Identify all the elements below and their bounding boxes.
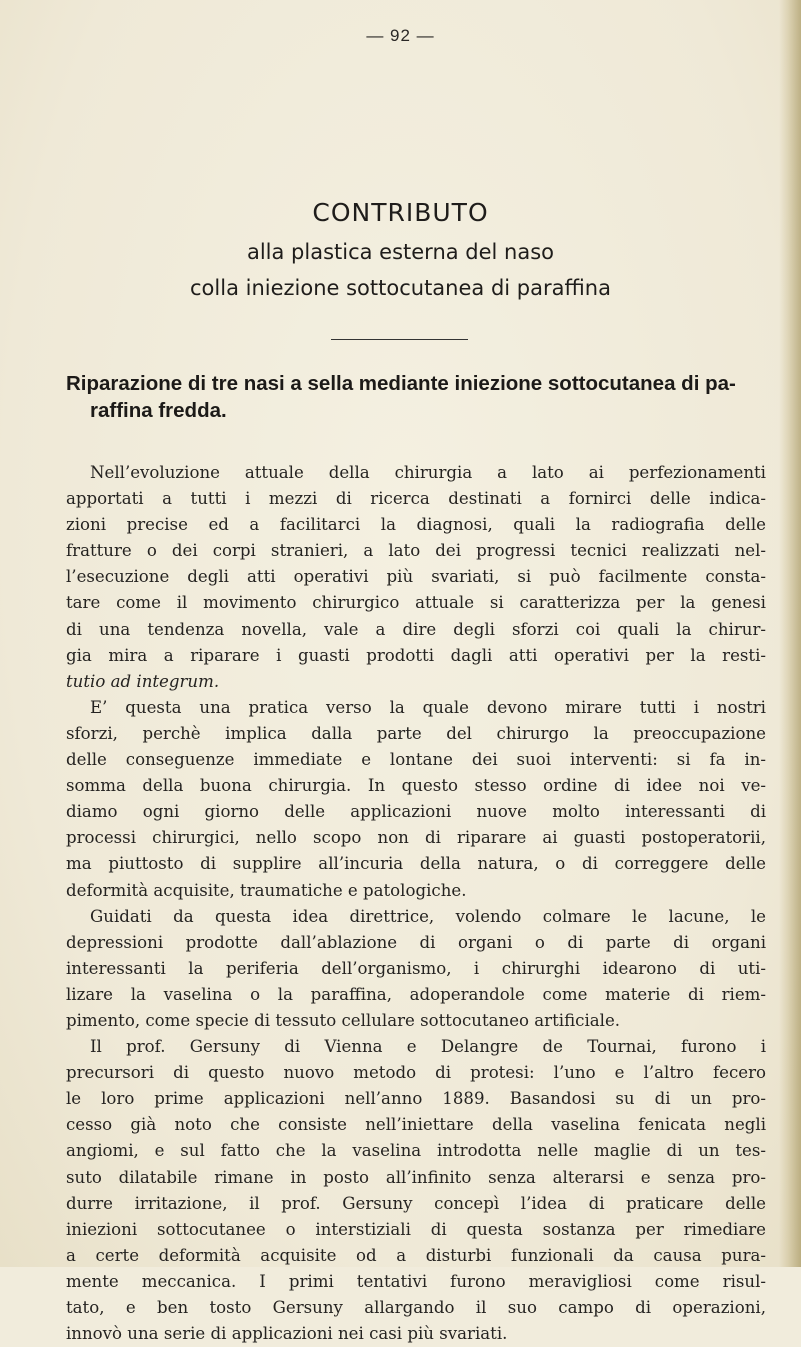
body-line: l’esecuzione degli atti operativi più svariati, si può facilmente consta- — [66, 567, 766, 587]
page-edge-shadow — [779, 0, 801, 1267]
body-line: a certe deformità acquisite od a disturbi funzionali da causa pura- — [66, 1245, 766, 1265]
body-line: pimento, come specie di tessuto cellulare sottocutaneo artificiale. — [66, 1010, 621, 1030]
body-line: ma piuttosto di supplire all’incuria della natura, o di correggere delle — [66, 854, 766, 874]
body-line: gia mira a riparare i guasti prodotti dagli atti operativi per la resti- — [66, 645, 766, 665]
body-line: Il prof. Gersuny di Vienna e Delangre de Tournai, furono i — [90, 1037, 766, 1057]
body-line: di una tendenza novella, vale a dire degli sforzi coi quali la chirur- — [66, 619, 766, 639]
body-line: tutio ad integrum. — [66, 671, 220, 691]
body-line: lizare la vaselina o la paraffina, adoperandole come materie di riem- — [66, 984, 766, 1004]
body-line: sforzi, perchè implica dalla parte del chirurgo la preoccupazione — [66, 723, 766, 743]
body-line: deformità acquisite, traumatiche e patologiche. — [66, 880, 467, 900]
body-line: depressioni prodotte dall’ablazione di organi o di parte di organi — [66, 932, 766, 952]
body-line: cesso già noto che consiste nell’iniettare della vaselina fenicata negli — [66, 1115, 766, 1135]
body-line: fratture o dei corpi stranieri, a lato dei progressi tecnici realizzati nel- — [66, 541, 766, 561]
section-heading-line-1: Riparazione di tre nasi a sella mediante iniezione sottocutanea di pa- — [66, 372, 736, 395]
body-line: apportati a tutti i mezzi di ricerca destinati a fornirci delle indica- — [66, 489, 766, 509]
body-line: diamo ogni giorno delle applicazioni nuove molto interessanti di — [66, 802, 766, 822]
body-line: tato, e ben tosto Gersuny allargando il suo campo di operazioni, — [66, 1298, 766, 1317]
article-title: CONTRIBUTO — [312, 198, 489, 227]
body-line: interessanti la periferia dell’organismo, i chirurghi idearono di uti- — [66, 958, 766, 978]
section-heading — [66, 370, 756, 424]
body-line: angiomi, e sul fatto che la vaselina introdotta nelle maglie di un tes- — [66, 1141, 766, 1161]
title-divider — [331, 339, 468, 340]
body-line: iniezioni sottocutanee o interstiziali di questa sostanza per rimediare — [66, 1219, 766, 1239]
body-line: suto dilatabile rimane in posto all’infinito senza alterarsi e senza pro- — [66, 1167, 766, 1187]
body-line: precursori di questo nuovo metodo di protesi: l’uno e l’altro fecero — [66, 1063, 766, 1083]
article-subtitle-2: colla iniezione sottocutanea di paraffina — [190, 276, 611, 300]
body-line: innovò una serie di applicazioni nei casi più svariati. — [66, 1324, 508, 1344]
body-line: delle conseguenze immediate e lontane dei suoi interventi: si fa in- — [66, 750, 766, 770]
body-line: somma della buona chirurgia. In questo stesso ordine di idee noi ve- — [66, 776, 766, 796]
article-subtitle-1: alla plastica esterna del naso — [246, 240, 555, 264]
body-line: zioni precise ed a facilitarci la diagnosi, quali la radiografia delle — [66, 515, 766, 535]
body-line: tare come il movimento chirurgico attuale si caratterizza per la genesi — [66, 593, 766, 613]
body-line: E’ questa una pratica verso la quale devono mirare tutti i nostri — [90, 697, 766, 717]
body-line: le loro prime applicazioni nell’anno 1889. Basandosi su di un pro- — [66, 1089, 766, 1109]
body-line: processi chirurgici, nello scopo non di riparare ai guasti postoperatorii, — [66, 828, 766, 848]
body-line: Nell’evoluzione attuale della chirurgia a lato ai perfezionamenti — [90, 463, 766, 482]
body-line: durre irritazione, il prof. Gersuny concepì l’idea di praticare delle — [66, 1193, 766, 1213]
body-line: Guidati da questa idea direttrice, volendo colmare le lacune, le — [90, 906, 766, 926]
body-text — [66, 460, 766, 1347]
page-number: — 92 — — [366, 26, 435, 45]
section-heading-line-2: raffina fredda. — [90, 399, 227, 422]
body-line: mente meccanica. I primi tentativi furono meravigliosi come risul- — [66, 1271, 766, 1291]
